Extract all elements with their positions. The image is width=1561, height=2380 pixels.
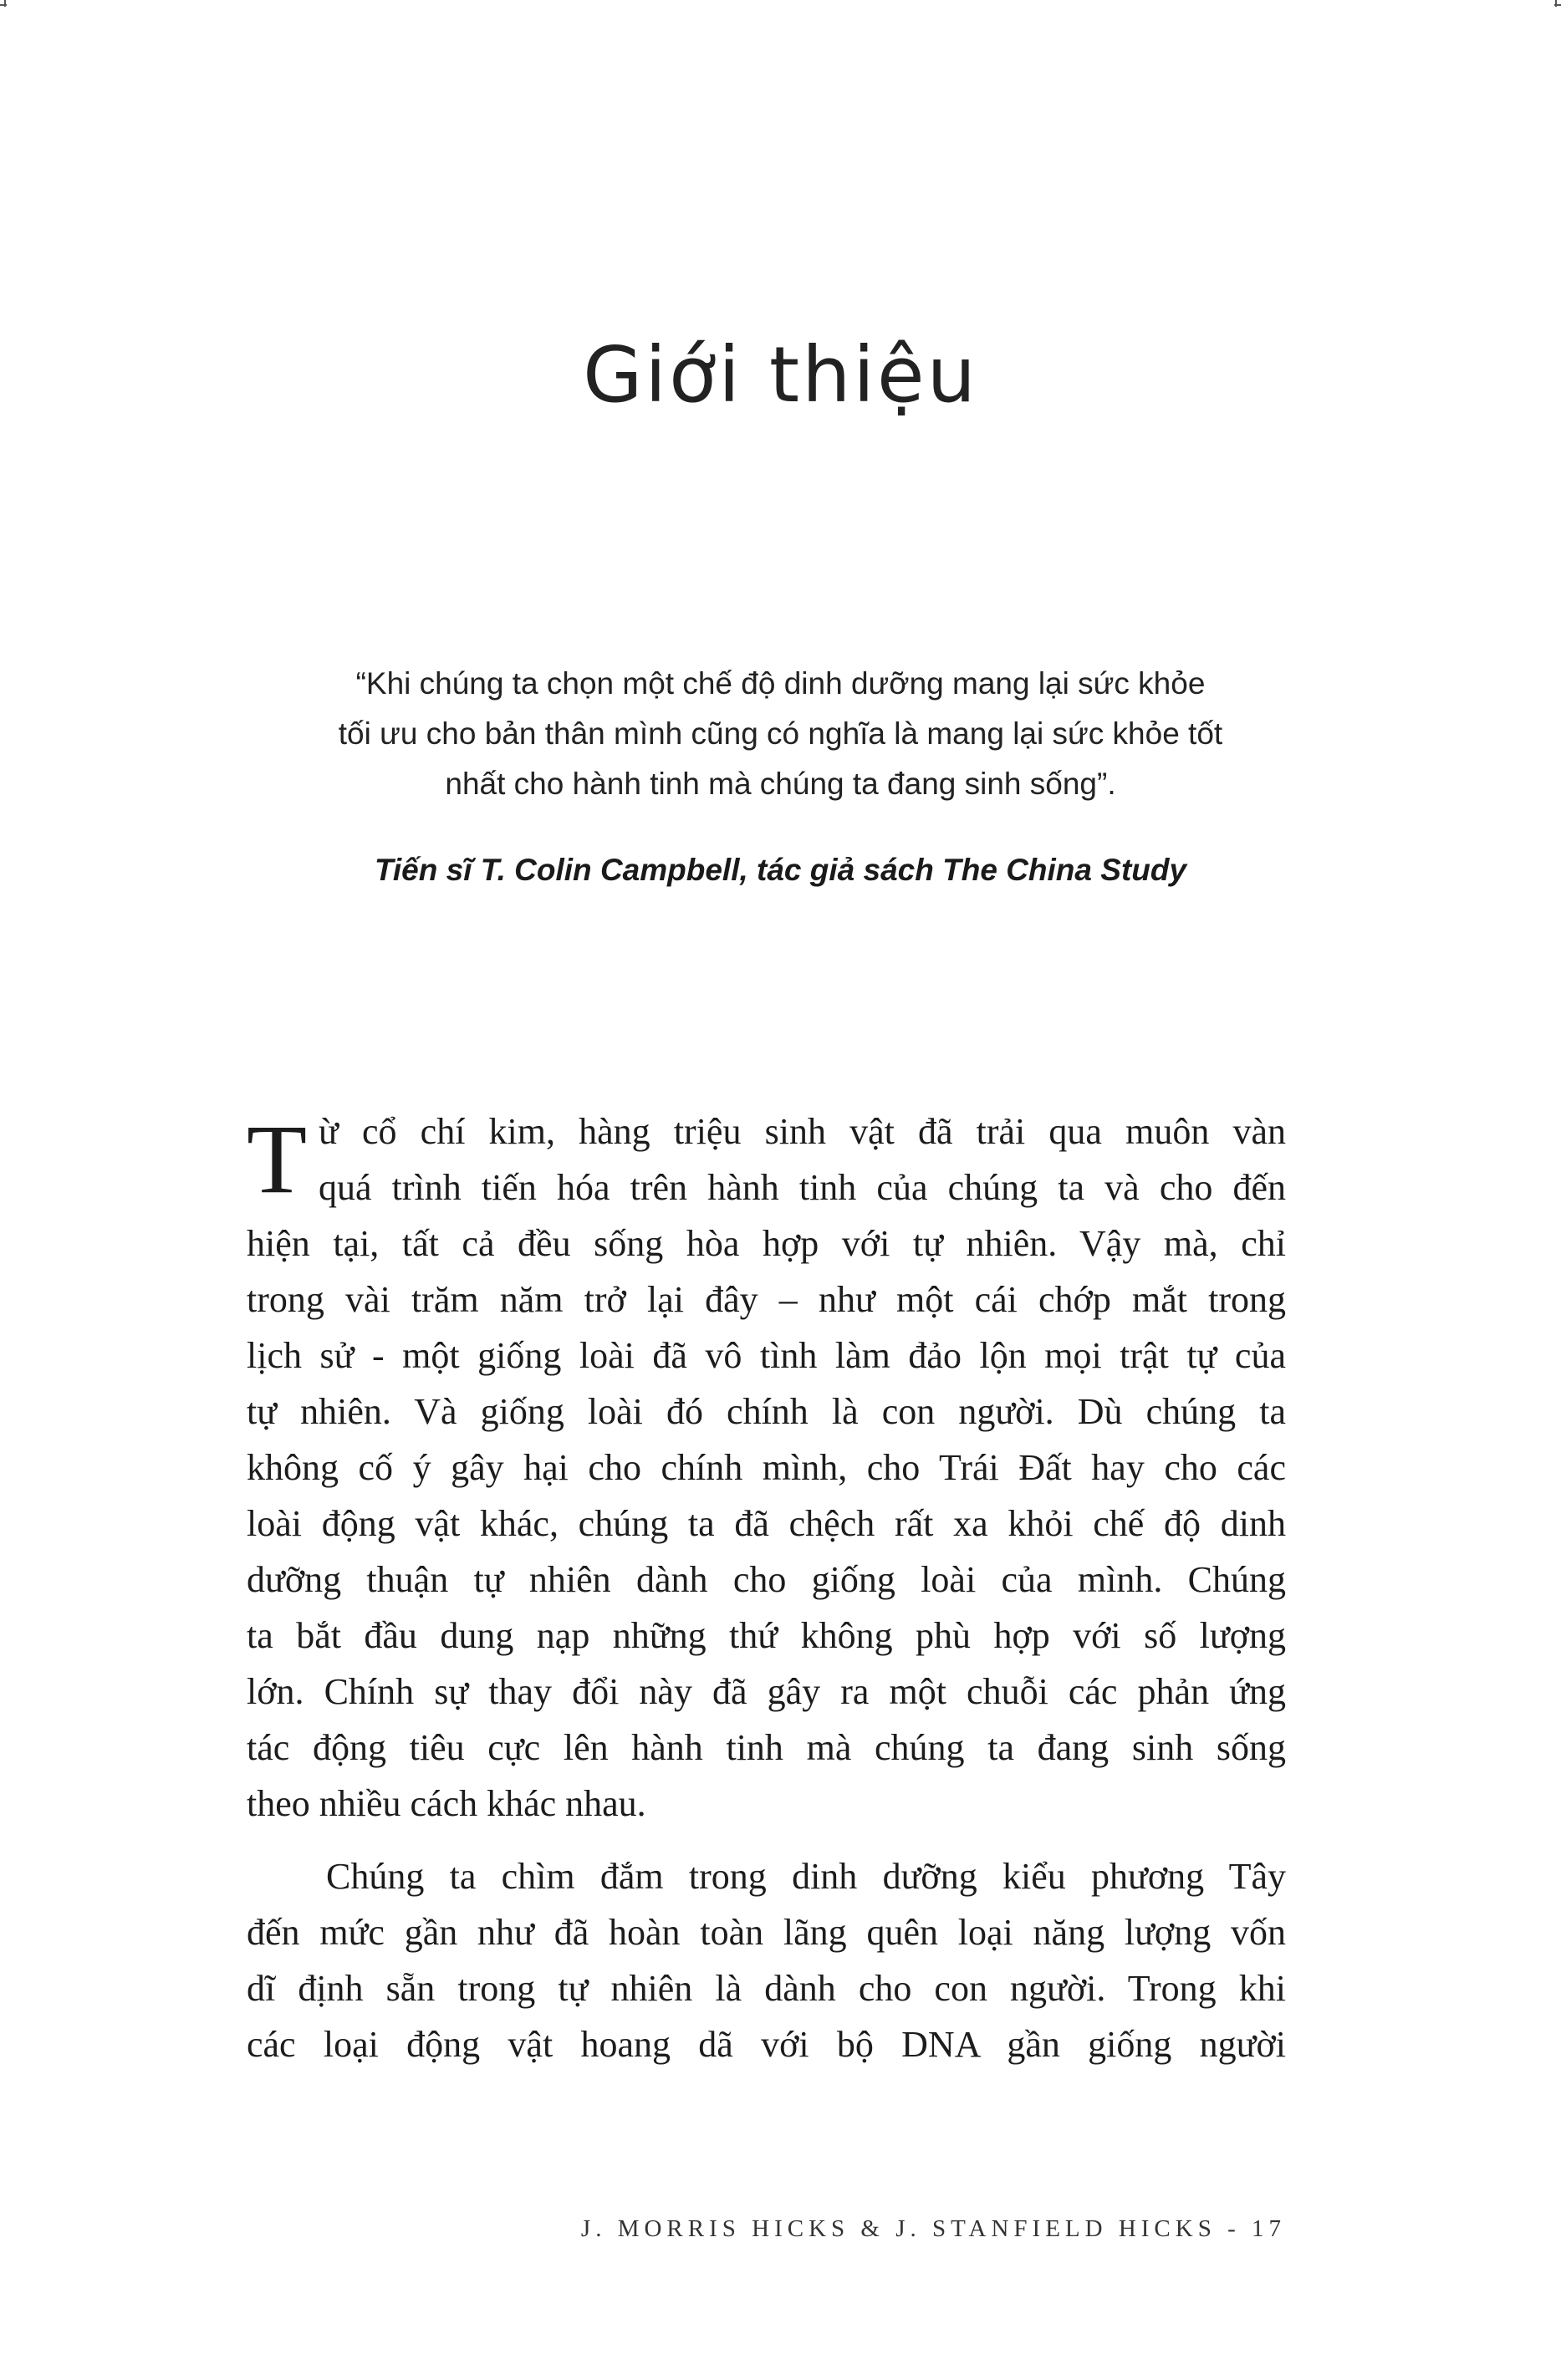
epigraph xyxy=(242,659,1319,888)
text-line: ừ cổ chí kim, hàng triệu sinh vật đã trải qua muôn vàn xyxy=(319,1111,1286,1152)
epigraph-line: tối ưu cho bản thân mình cũng có nghĩa là mang lại sức khỏe tốt xyxy=(338,716,1223,751)
text-line: quá trình tiến hóa trên hành tinh của chúng ta và cho đến xyxy=(319,1167,1286,1208)
epigraph-line: nhất cho hành tinh mà chúng ta đang sinh sống”. xyxy=(445,767,1116,801)
crop-mark-top-right-horizontal xyxy=(1554,4,1561,6)
chapter-title: Giới thiệu xyxy=(583,330,978,420)
paragraph-1 xyxy=(247,1103,1286,1832)
text-line: dưỡng thuận tự nhiên dành cho giống loài của mình. Chúng xyxy=(247,1559,1286,1600)
crop-mark-top-left-horizontal xyxy=(0,4,7,6)
text-line: tác động tiêu cực lên hành tinh mà chúng ta đang sinh sống xyxy=(247,1727,1286,1768)
text-line: hiện tại, tất cả đều sống hòa hợp với tự nhiên. Vậy mà, chỉ xyxy=(247,1223,1286,1264)
text-line: trong vài trăm năm trở lại đây – như một cái chớp mắt trong xyxy=(247,1279,1286,1320)
text-line: ta bắt đầu dung nạp những thứ không phù hợp với số lượng xyxy=(247,1615,1286,1656)
text-line: loài động vật khác, chúng ta đã chệch rất xa khỏi chế độ dinh xyxy=(247,1503,1286,1544)
text-line: các loại động vật hoang dã với bộ DNA gần giống người xyxy=(247,2024,1286,2065)
text-line: theo nhiều cách khác nhau. xyxy=(247,1783,646,1824)
body-text xyxy=(247,1103,1286,2072)
text-line: lịch sử - một giống loài đã vô tình làm đảo lộn mọi trật tự của xyxy=(247,1335,1286,1376)
epigraph-line: “Khi chúng ta chọn một chế độ dinh dưỡng mang lại sức khỏe xyxy=(355,666,1206,701)
paragraph-2 xyxy=(247,1848,1286,2072)
text-line: tự nhiên. Và giống loài đó chính là con người. Dù chúng ta xyxy=(247,1391,1286,1432)
text-line: lớn. Chính sự thay đổi này đã gây ra một chuỗi các phản ứng xyxy=(247,1671,1286,1712)
text-line: đến mức gần như đã hoàn toàn lãng quên loại năng lượng vốn xyxy=(247,1912,1286,1953)
text-line: Chúng ta chìm đắm trong dinh dưỡng kiểu phương Tây xyxy=(326,1856,1286,1897)
drop-cap: T xyxy=(247,1104,308,1214)
epigraph-attribution: Tiến sĩ T. Colin Campbell, tác giả sách The China Study xyxy=(374,853,1187,887)
running-footer: J. MORRIS HICKS & J. STANFIELD HICKS - 17 xyxy=(580,2215,1286,2242)
text-line: không cố ý gây hại cho chính mình, cho Trái Đất hay cho các xyxy=(247,1447,1286,1488)
text-line: dĩ định sẵn trong tự nhiên là dành cho con người. Trong khi xyxy=(247,1968,1286,2009)
